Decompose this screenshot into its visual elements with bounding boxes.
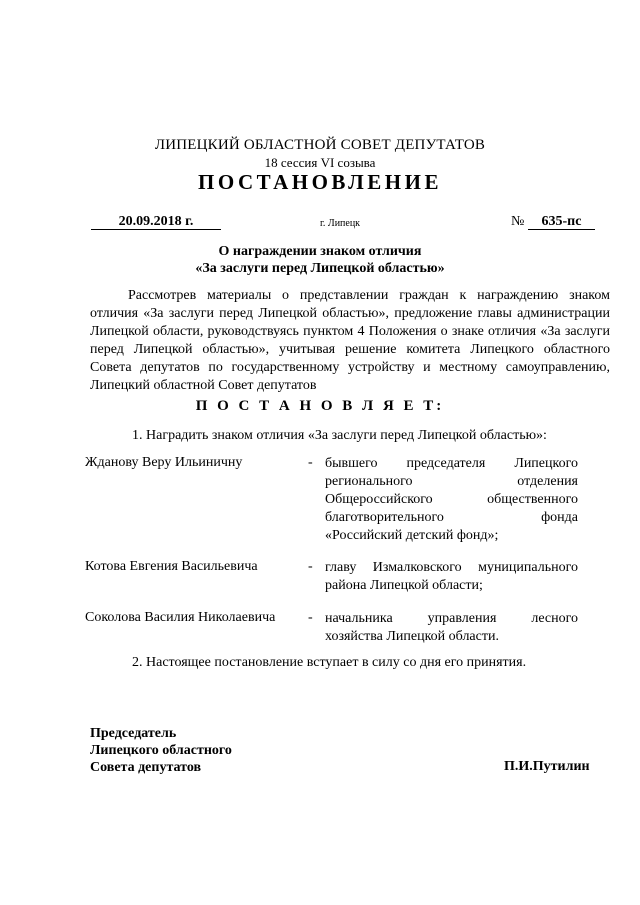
awardee-dash: - — [308, 455, 313, 470]
awardee-dash: - — [308, 610, 313, 625]
awardee-description — [325, 559, 578, 595]
awardee-name: Соколова Василия Николаевича — [85, 610, 276, 625]
resolves-heading: П О С Т А Н О В Л Я Е Т: — [195, 398, 445, 414]
signatory-line-1: Председатель — [90, 726, 177, 741]
signatory-name: П.И.Путилин — [504, 759, 590, 774]
description-line: района Липецкой области; — [325, 578, 483, 593]
description-line: «Российский детский фонд»; — [325, 528, 499, 543]
description-line: благотворительного фонда — [325, 510, 578, 525]
signatory-line-2: Липецкого областного — [90, 743, 232, 758]
item-2-text: 2. Настоящее постановление вступает в силу со дня его принятия. — [132, 655, 527, 670]
description-line: Общероссийского общественного — [325, 492, 578, 507]
awardee-name: Жданову Веру Ильиничну — [85, 455, 243, 470]
description-line: главу Измалковского муниципального — [325, 560, 578, 575]
description-line: начальника управления лесного — [325, 611, 578, 626]
awardee-dash: - — [308, 559, 313, 574]
description-line: бывшего председателя Липецкого — [325, 456, 578, 471]
description-line: хозяйства Липецкой области. — [325, 629, 499, 644]
description-line: регионального отделения — [325, 474, 578, 489]
document-type: ПОСТАНОВЛЕНИЕ — [198, 170, 442, 194]
number-sign: № — [511, 214, 525, 229]
preamble-paragraph: Рассмотрев материалы о представлении граждан к награждению знаком отличия «За заслуги перед Липецкой областью», предложение главы администрации Липецкой области, руководствуясь пунктом 4 Положения о знаке отличия «За заслуги перед Липецкой областью», учитывая решение комитета Липецкого областного Совета депутатов по государственному устройству и местному самоуправлению, Липецкий областной Совет депутатов — [90, 288, 610, 393]
document-title — [0, 243, 640, 277]
awardee-description — [325, 455, 578, 545]
awardee-name: Котова Евгения Васильевича — [85, 559, 258, 574]
document-city: г. Липецк — [319, 218, 361, 229]
awardee-description — [325, 610, 578, 646]
session-label: 18 сессия VI созыва — [264, 155, 376, 170]
signatory-title — [90, 725, 232, 776]
signatory-line-3: Совета депутатов — [90, 760, 202, 775]
title-line-2: «За заслуги перед Липецкой областью» — [195, 261, 445, 276]
council-name: ЛИПЕЦКИЙ ОБЛАСТНОЙ СОВЕТ ДЕПУТАТОВ — [154, 137, 486, 153]
item-1-text: 1. Наградить знаком отличия «За заслуги перед Липецкой областью»: — [132, 428, 547, 443]
title-line-1: О награждении знаком отличия — [218, 244, 422, 259]
document-date: 20.09.2018 г. — [91, 214, 221, 230]
document-number: 635-пс — [528, 214, 595, 230]
